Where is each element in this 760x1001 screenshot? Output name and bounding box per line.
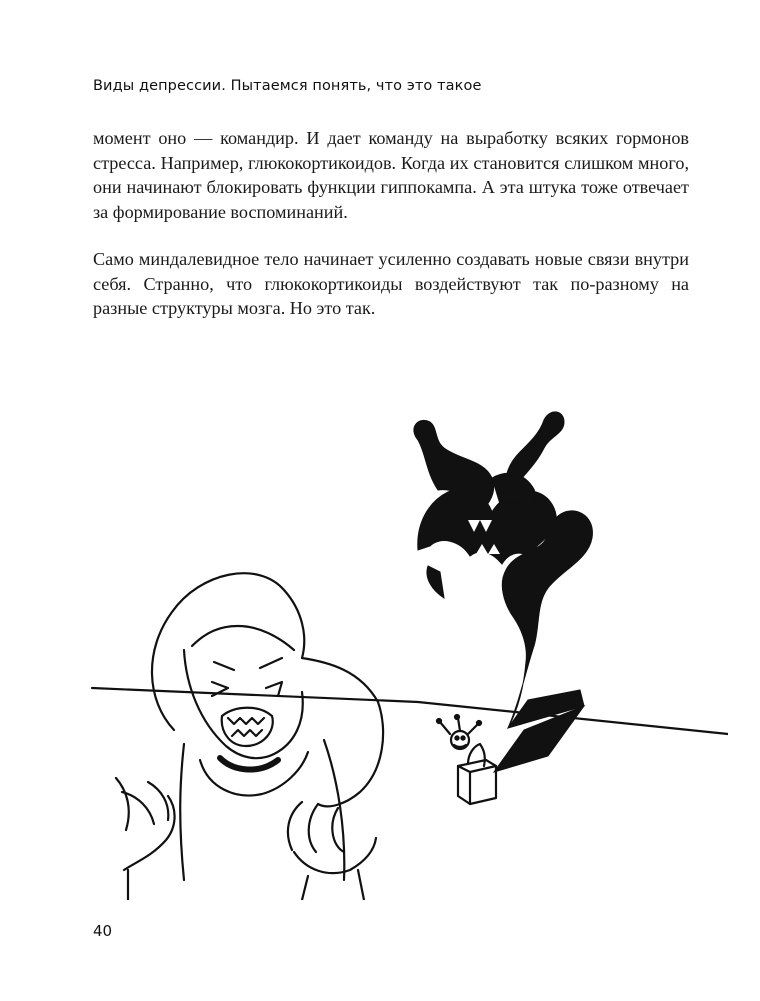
girl-mouth (222, 708, 273, 746)
paragraph-2: Само миндалевидное тело начинает усиленно создавать новые связи внутри себя. Странно, что глюкокортикоиды воздействуют так по-разному на разные структуры мозга. Но это так. (93, 248, 689, 319)
page-number: 40 (93, 922, 113, 940)
frightened-girl-jack-in-the-box-icon (88, 400, 728, 900)
body-text (93, 126, 689, 321)
girl-left-hand (116, 778, 175, 900)
girl-hair (152, 573, 383, 806)
jester-shadow (414, 412, 593, 772)
running-head: Виды депрессии. Пытаемся понять, что это такое (93, 78, 482, 94)
box-icon (458, 760, 496, 804)
small-jester-icon (437, 715, 485, 766)
table-edge (92, 688, 728, 734)
paragraph-1: момент оно — командир. И дает команду на выработку всяких гормонов стресса. Например, глюкокортикоидов. Когда их становится слишком много, они начинают блокировать функции гиппокампа. А эта штука тоже отвечает за формирование воспоминаний. (93, 128, 689, 223)
girl-right-hand (288, 802, 376, 900)
